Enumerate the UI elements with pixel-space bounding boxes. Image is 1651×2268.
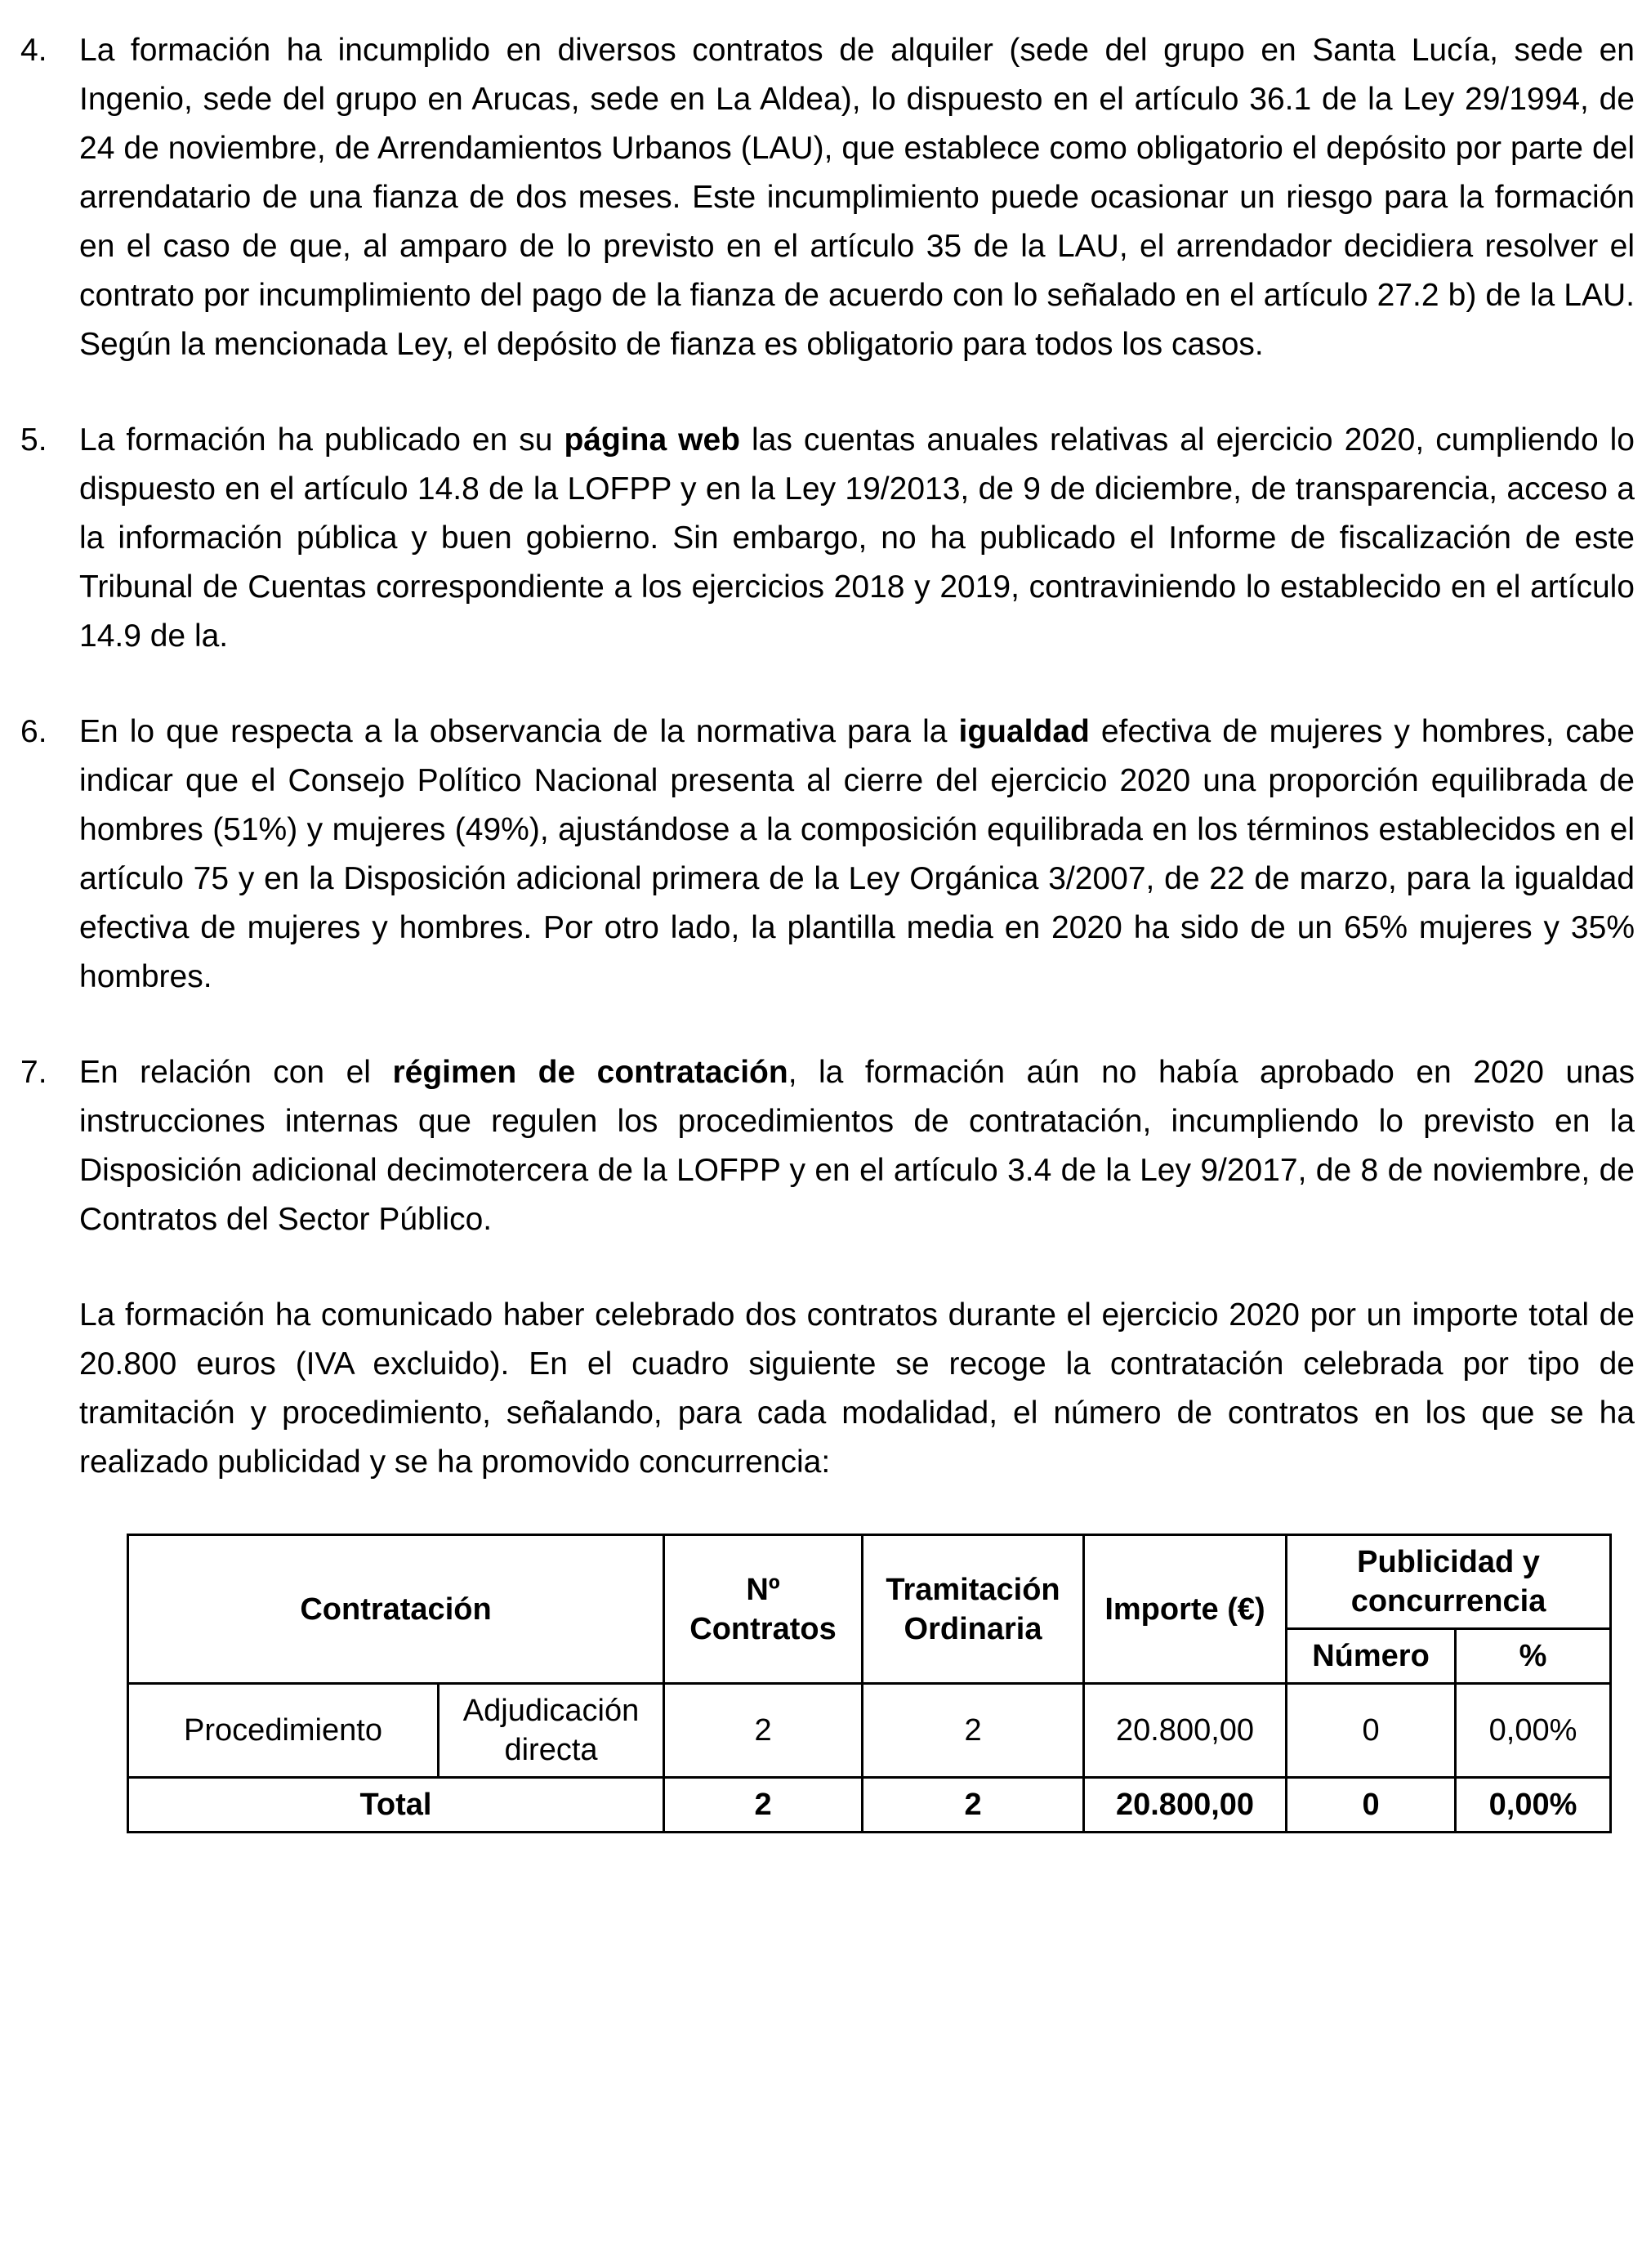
paragraph-6: [20, 708, 1635, 1002]
paragraph-text: La formación ha incumplido en diversos contratos de alquiler (sede del grupo en Santa Lucía, sede en Ingenio, sede del grupo en Arucas, sede en La Aldea), lo dispuesto en el artículo 36.1 de la Ley 29/1994, de 24 de noviembre, de Arrendamientos Urbanos (LAU), que establece como obligatorio el depósito por parte del arrendatario de una fianza de dos meses. Este incumplimiento puede ocasionar un riesgo para la formación en el caso de que, al amparo de lo previsto en el artículo 35 de la LAU, el arrendador decidiera resolver el contrato por incumplimiento del pago de la fianza de acuerdo con lo señalado en el artículo 27.2 b) de la LAU. Según la mencionada Ley, el depósito de fianza es obligatorio para todos los casos.: [79, 33, 1635, 362]
paragraph-text: La formación ha comunicado haber celebrado dos contratos durante el ejercicio 2020 por un importe total de 20.800 euros (IVA excluido). En el cuadro siguiente se recoge la contratación celebrada por tipo de tramitación y procedimiento, señalando, para cada modalidad, el número de contratos en los que se ha realizado publicidad y se ha promovido concurrencia:: [79, 1297, 1635, 1480]
cell-total-pct: 0,00%: [1456, 1778, 1611, 1833]
paragraph-number: 7.: [20, 1055, 47, 1090]
header-porcentaje: %: [1456, 1629, 1611, 1684]
table-row-total: [128, 1778, 1611, 1833]
cell-total-n-contratos: 2: [664, 1778, 863, 1833]
cell-total-importe: 20.800,00: [1084, 1778, 1287, 1833]
paragraph-number: [20, 1291, 79, 1487]
paragraph-text: En relación con el régimen de contratación, la formación aún no había aprobado en 2020 unas instrucciones internas que regulen los procedimientos de contratación, incumpliendo lo previsto en la Disposición adicional decimotercera de la LOFPP y en el artículo 3.4 de la Ley 9/2017, de 8 de noviembre, de Contratos del Sector Público.: [79, 1055, 1635, 1237]
cell-numero: 0: [1287, 1684, 1456, 1778]
paragraph-number: 6.: [20, 714, 47, 749]
paragraph-text: La formación ha publicado en su página web las cuentas anuales relativas al ejercicio 2020, cumpliendo lo dispuesto en el artículo 14.8 de la LOFPP y en la Ley 19/2013, de 9 de diciembre, de transparencia, acceso a la información pública y buen gobierno. Sin embargo, no ha publicado el Informe de fiscalización de este Tribunal de Cuentas correspondiente a los ejercicios 2018 y 2019, contraviniendo lo establecido en el artículo 14.9 de la.: [79, 422, 1635, 654]
cell-tramitacion: 2: [863, 1684, 1084, 1778]
header-importe: Importe (€): [1084, 1535, 1287, 1684]
header-num-contratos: Nº Contratos: [664, 1535, 863, 1684]
paragraph-7: [20, 1048, 1635, 1244]
cell-pct: 0,00%: [1456, 1684, 1611, 1778]
table-row-procedimiento: [128, 1684, 1611, 1778]
cell-total-label: Total: [128, 1778, 664, 1833]
table-header-row-1: [128, 1535, 1611, 1629]
cell-procedimiento: Procedimiento: [128, 1684, 439, 1778]
paragraph-text: En lo que respecta a la observancia de la normativa para la igualdad efectiva de mujeres y hombres, cabe indicar que el Consejo Político Nacional presenta al cierre del ejercicio 2020 una proporción equilibrada de hombres (51%) y mujeres (49%), ajustándose a la composición equilibrada en los términos establecidos en el artículo 75 y en la Disposición adicional primera de la Ley Orgánica 3/2007, de 22 de marzo, para la igualdad efectiva de mujeres y hombres. Por otro lado, la plantilla media en 2020 ha sido de un 65% mujeres y 35% hombres.: [79, 714, 1635, 994]
paragraph-list: [20, 26, 1635, 1487]
header-tramitacion-ordinaria: Tramitación Ordinaria: [863, 1535, 1084, 1684]
cell-adjudicacion-directa: Adjudicación directa: [439, 1684, 664, 1778]
cell-total-tramitacion: 2: [863, 1778, 1084, 1833]
paragraph-4: [20, 26, 1635, 369]
paragraph-number: 4.: [20, 33, 47, 68]
header-contratacion: Contratación: [128, 1535, 664, 1684]
paragraph-continuation: [20, 1291, 1635, 1487]
cell-total-numero: 0: [1287, 1778, 1456, 1833]
header-publicidad-concurrencia: Publicidad y concurrencia: [1287, 1535, 1611, 1629]
paragraph-5: [20, 416, 1635, 661]
header-numero: Número: [1287, 1629, 1456, 1684]
cell-n-contratos: 2: [664, 1684, 863, 1778]
cell-importe: 20.800,00: [1084, 1684, 1287, 1778]
contracting-table: [127, 1534, 1612, 1833]
paragraph-number: 5.: [20, 422, 47, 458]
